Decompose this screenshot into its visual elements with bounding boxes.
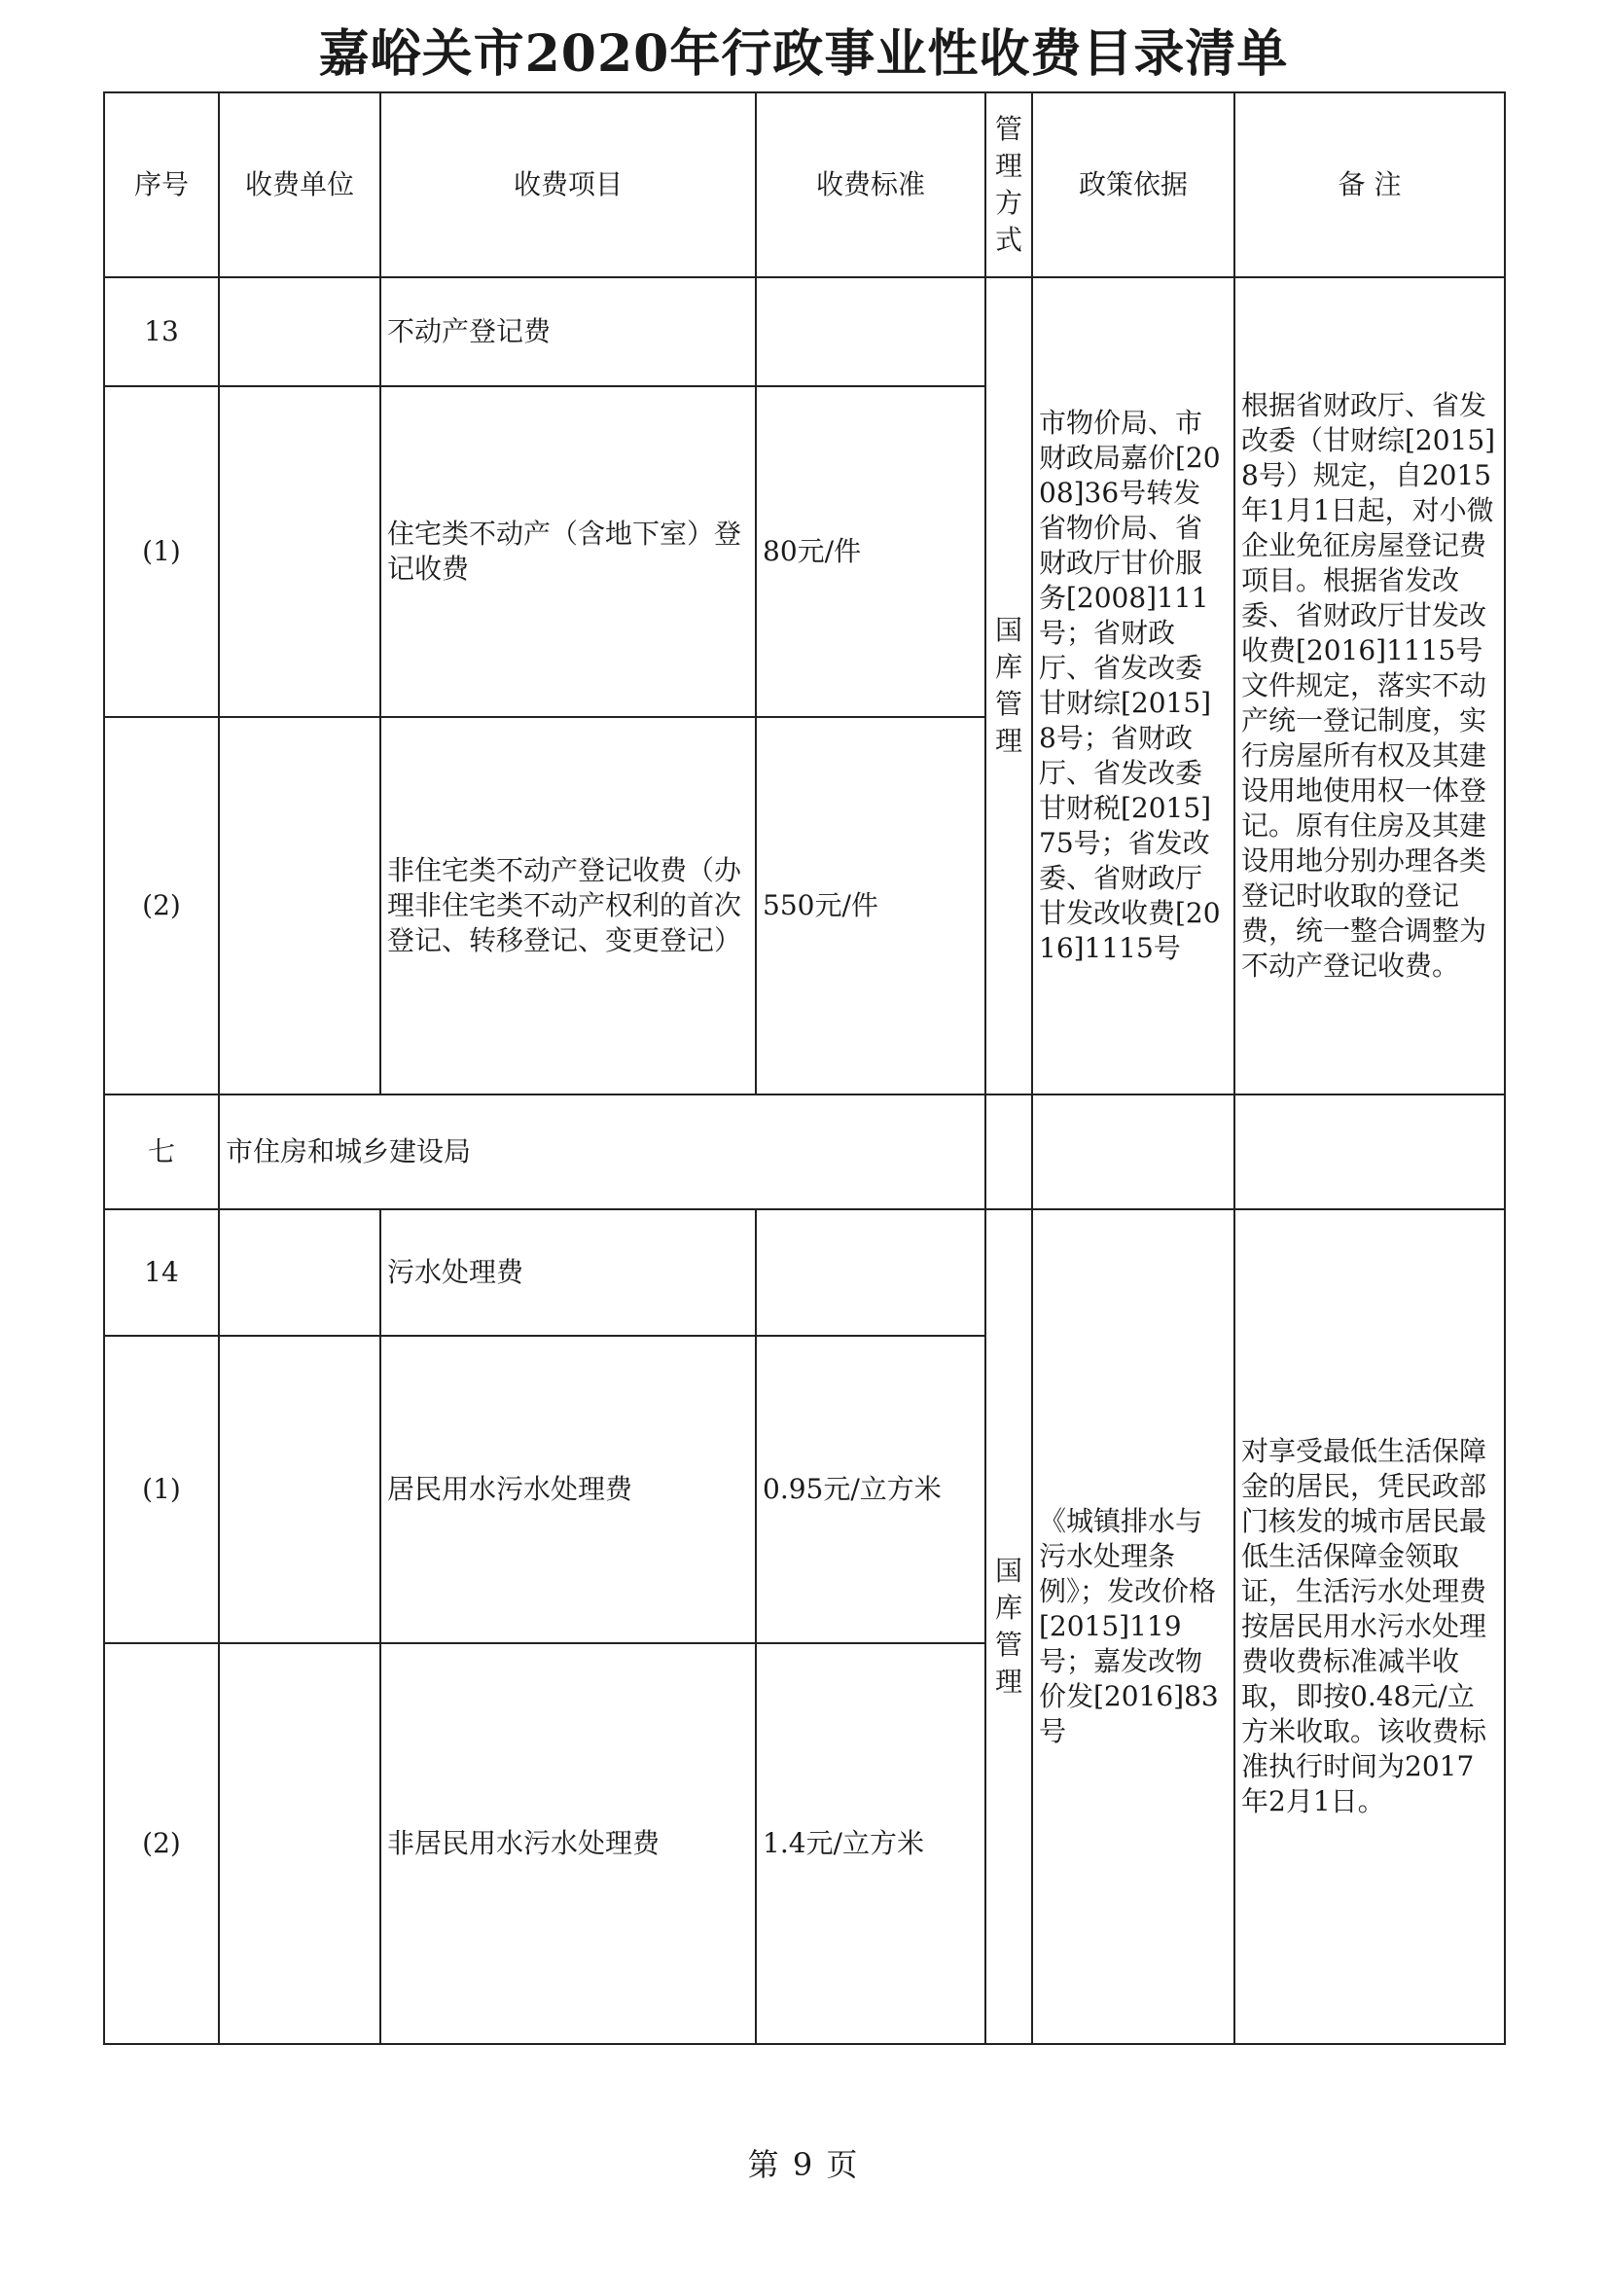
row-seq: (1) [104, 1336, 219, 1643]
section-seq: 七 [104, 1094, 219, 1209]
row-unit [219, 386, 380, 717]
row-remarks: 对享受最低生活保障金的居民，凭民政部门核发的城市居民最低生活保障金领取证，生活污水处理费按居民用水污水处理费收费标准减半收取，即按0.48元/立方米收取。该收费标准执行时间为2017年2月1日。 [1234, 1209, 1505, 2044]
section-management [985, 1094, 1032, 1209]
row-seq: 13 [104, 277, 219, 386]
row-standard: 550元/件 [756, 717, 985, 1094]
header-unit: 收费单位 [219, 92, 380, 277]
row-policy: 《城镇排水与污水处理条例》；发改价格[2015]119号；嘉发改物价发[2016]83号 [1032, 1209, 1234, 2044]
header-policy: 政策依据 [1032, 92, 1234, 277]
header-management-text: 管理方式 [994, 113, 1022, 256]
page-title: 嘉峪关市2020年行政事业性收费目录清单 [318, 24, 1289, 84]
row-unit [219, 1336, 380, 1643]
header-item: 收费项目 [380, 92, 756, 277]
row-item: 污水处理费 [380, 1209, 756, 1336]
row-management-text: 国库管理 [994, 614, 1022, 757]
row-standard [756, 277, 985, 386]
row-unit [219, 1643, 380, 2044]
fee-catalog-table [103, 91, 1506, 2045]
header-row [104, 92, 1505, 277]
section-policy [1032, 1094, 1234, 1209]
row-unit [219, 1209, 380, 1336]
header-seq: 序号 [104, 92, 219, 277]
section-remarks [1234, 1094, 1505, 1209]
row-seq: (2) [104, 1643, 219, 2044]
row-unit [219, 277, 380, 386]
row-standard [756, 1209, 985, 1336]
row-item: 非住宅类不动产登记收费（办理非住宅类不动产权利的首次登记、转移登记、变更登记） [380, 717, 756, 1094]
row-seq: 14 [104, 1209, 219, 1336]
header-remarks: 备 注 [1234, 92, 1505, 277]
row-standard: 0.95元/立方米 [756, 1336, 985, 1643]
row-remarks: 根据省财政厅、省发改委（甘财综[2015]8号）规定，自2015年1月1日起，对小微企业免征房屋登记费项目。根据省发改委、省财政厅甘发改收费[2016]1115号文件规定，落实不动产统一登记制度，实行房屋所有权及其建设用地使用权一体登记。原有住房及其建设用地分别办理各类登记时收取的登记费，统一整合调整为不动产登记收费。 [1234, 277, 1505, 1094]
header-management [985, 92, 1032, 277]
row-item: 非居民用水污水处理费 [380, 1643, 756, 2044]
table-row [104, 277, 1505, 386]
row-management [985, 1209, 1032, 2044]
table-row [104, 1209, 1505, 1336]
section-row [104, 1094, 1505, 1209]
row-management [985, 277, 1032, 1094]
row-seq: (2) [104, 717, 219, 1094]
row-unit [219, 717, 380, 1094]
row-policy: 市物价局、市财政局嘉价[2008]36号转发省物价局、省财政厅甘价服务[2008]111号；省财政厅、省发改委甘财综[2015]8号；省财政厅、省发改委甘财税[2015]75号；省发改委、省财政厅甘发改收费[2016]1115号 [1032, 277, 1234, 1094]
header-standard: 收费标准 [756, 92, 985, 277]
row-standard: 1.4元/立方米 [756, 1643, 985, 2044]
row-seq: (1) [104, 386, 219, 717]
row-standard: 80元/件 [756, 386, 985, 717]
row-item: 不动产登记费 [380, 277, 756, 386]
row-item: 居民用水污水处理费 [380, 1336, 756, 1643]
row-management-text: 国库管理 [994, 1555, 1022, 1698]
page-number: 第 9 页 [747, 2146, 860, 2183]
section-name: 市住房和城乡建设局 [219, 1094, 985, 1209]
row-item: 住宅类不动产（含地下室）登记收费 [380, 386, 756, 717]
